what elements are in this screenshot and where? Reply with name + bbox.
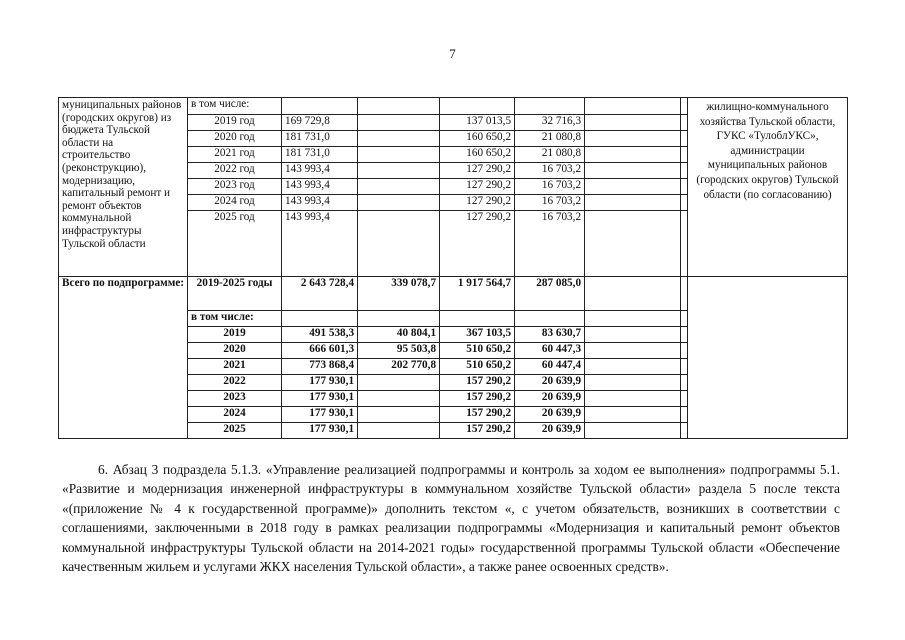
value-cell: 127 290,2 [440,195,515,211]
value-cell: 127 290,2 [440,163,515,179]
empty-cell [681,359,688,375]
year-cell: 2021 год [188,147,282,163]
total-cell: 773 868,4 [282,359,358,375]
empty-cell [585,211,681,277]
table-row-subheader-1 [59,98,848,115]
value-cell: 20 639,9 [515,423,585,439]
year-cell: 2022 год [188,163,282,179]
period-col2: 339 078,7 [358,277,440,311]
year-cell: 2025 год [188,211,282,277]
value-cell [358,391,440,407]
value-cell [358,147,440,163]
period-label: 2019-2025 годы [188,277,282,311]
year-cell: 2024 год [188,195,282,211]
period-col4: 287 085,0 [515,277,585,311]
empty-cell [681,179,688,195]
empty-cell [585,343,681,359]
table-row-period-total [59,277,848,311]
total-cell: 143 993,4 [282,179,358,195]
value-cell: 40 804,1 [358,327,440,343]
empty-cell [585,179,681,195]
value-cell: 367 103,5 [440,327,515,343]
empty-cell [585,391,681,407]
value-cell: 127 290,2 [440,211,515,277]
year-cell: 2020 [188,343,282,359]
total-cell: 491 538,3 [282,327,358,343]
measure-description: муниципальных районов (городских округов) из бюджета Тульской области на строительство (реконструкцию), модернизацию, капитальный ремонт и ремонт объектов коммунальной инфраструктуры Тульской области [59,98,188,277]
section-municipal-body [59,98,848,277]
empty-cell [585,195,681,211]
year-cell: 2023 год [188,179,282,195]
value-cell: 16 703,2 [515,211,585,277]
empty-cell [585,115,681,131]
year-cell: 2024 [188,407,282,423]
empty-cell [681,423,688,439]
subheader-cell: в том числе: [188,98,282,115]
value-cell: 157 290,2 [440,375,515,391]
empty-cell [585,131,681,147]
total-label: Всего по подпрограмме: [59,277,188,439]
value-cell: 127 290,2 [440,179,515,195]
total-cell: 143 993,4 [282,211,358,277]
value-cell: 20 639,9 [515,391,585,407]
total-cell: 666 601,3 [282,343,358,359]
responsible-executors: жилищно-коммунального хозяйства Тульской области, ГУКС «ТулоблУКС», администрации муниципальных районов (городских округов) Тульской области (по согласованию) [688,98,848,277]
subheader-cell: в том числе: [188,311,282,327]
value-cell: 60 447,4 [515,359,585,375]
section-total-body [59,277,848,439]
value-cell: 157 290,2 [440,391,515,407]
empty-cell [681,115,688,131]
value-cell [358,423,440,439]
total-cell: 143 993,4 [282,195,358,211]
total-cell: 177 930,1 [282,375,358,391]
empty-cell [681,407,688,423]
value-cell [358,131,440,147]
year-cell: 2020 год [188,131,282,147]
value-cell: 160 650,2 [440,147,515,163]
total-cell: 177 930,1 [282,423,358,439]
value-cell [358,179,440,195]
value-cell: 83 630,7 [515,327,585,343]
empty-cell [681,375,688,391]
total-cell: 177 930,1 [282,391,358,407]
value-cell [358,407,440,423]
value-cell: 16 703,2 [515,179,585,195]
value-cell: 21 080,8 [515,131,585,147]
empty-cell [681,391,688,407]
value-cell: 32 716,3 [515,115,585,131]
empty-cell [585,327,681,343]
funding-table [58,97,848,439]
value-cell: 21 080,8 [515,147,585,163]
value-cell: 60 447,3 [515,343,585,359]
value-cell [358,211,440,277]
empty-cell [681,211,688,277]
value-cell: 137 013,5 [440,115,515,131]
empty-cell [681,195,688,211]
value-cell: 202 770,8 [358,359,440,375]
value-cell [358,163,440,179]
value-cell: 157 290,2 [440,407,515,423]
value-cell [358,115,440,131]
year-cell: 2023 [188,391,282,407]
empty-cell [681,131,688,147]
empty-cell [585,359,681,375]
period-total: 2 643 728,4 [282,277,358,311]
empty-cell [681,147,688,163]
empty-cell [681,163,688,179]
value-cell [358,195,440,211]
year-cell: 2022 [188,375,282,391]
period-col3: 1 917 564,7 [440,277,515,311]
total-cell: 169 729,8 [282,115,358,131]
empty-cell [585,423,681,439]
value-cell: 20 639,9 [515,375,585,391]
value-cell: 510 650,2 [440,359,515,375]
total-cell: 181 731,0 [282,147,358,163]
value-cell: 16 703,2 [515,163,585,179]
value-cell: 510 650,2 [440,343,515,359]
year-cell: 2019 [188,327,282,343]
value-cell: 95 503,8 [358,343,440,359]
empty-cell [585,407,681,423]
total-cell: 143 993,4 [282,163,358,179]
empty-cell [585,163,681,179]
empty-cell [585,375,681,391]
empty-cell [681,327,688,343]
amendment-paragraph: 6. Абзац 3 подраздела 5.1.3. «Управление реализацией подпрограммы и контроль за ходом ее выполнения» подпрограммы 5.1. «Развитие и модернизация инженерной инфраструктуры в коммунальном хозяйстве Тульской области» раздела 5 после текста «(приложение № 4 к государственной программе)» дополнить текстом «, с учетом обязательств, возникших в соответствии с соглашениями, заключенными в 2018 году в рамках реализации подпрограммы «Модернизация и капитальный ремонт объектов коммунальной инфраструктуры Тульской области на 2014-2021 годы» государственной программы Тульской области «Обеспечение качественным жильем и услугами ЖКХ населения Тульской области», а также ранее освоенных средств». [62,462,840,575]
value-cell: 20 639,9 [515,407,585,423]
year-cell: 2019 год [188,115,282,131]
value-cell: 16 703,2 [515,195,585,211]
responsible-empty [688,277,848,439]
value-cell: 160 650,2 [440,131,515,147]
total-cell: 177 930,1 [282,407,358,423]
empty-cell [585,147,681,163]
year-cell: 2025 [188,423,282,439]
total-cell: 181 731,0 [282,131,358,147]
value-cell [358,375,440,391]
page-number: 7 [449,46,456,61]
year-cell: 2021 [188,359,282,375]
value-cell: 157 290,2 [440,423,515,439]
empty-cell [681,343,688,359]
